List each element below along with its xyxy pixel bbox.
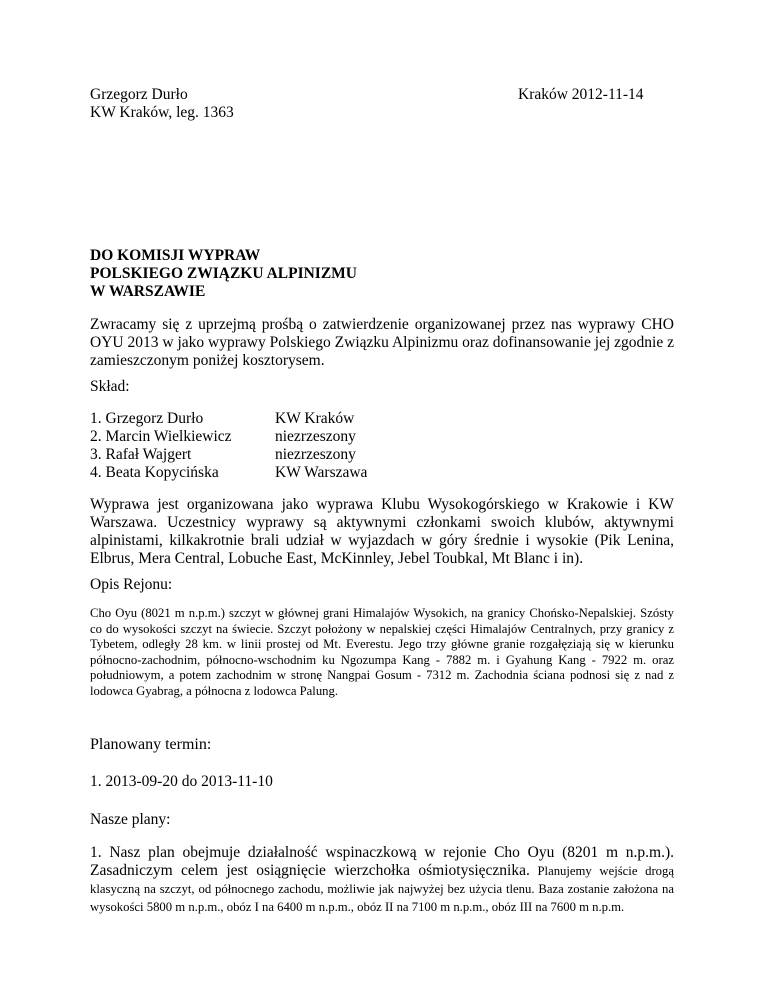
member-club: niezrzeszony xyxy=(275,446,356,463)
region-description: Cho Oyu (8021 m n.p.m.) szczyt w głównej grani Himalajów Wysokich, na granicy Chońsko-Nepalskiej. Szósty co do wysokości szczyt na świecie. Szczyt położony w nepalskiej części Himalajów Centralnych, przy granicy z Tybetem, odległy 28 km. w linii prostej od Mt. Everestu. Jego trzy główne granie rozgałęziają się w kierunku północno-zachodnim, północno-wschodnim ku Ngozumpa Kang - 7882 m. i Gyahung Kang - 7922 m. oraz południowym, a potem zachodnim w stronę Nangpai Gosum - 7312 m. Zachodnia ściana podnosi się z nad z lodowca Gyabrag, a północna z lodowca Palung. xyxy=(90,606,674,698)
author-club: KW Kraków, leg. 1363 xyxy=(90,104,234,121)
organization-paragraph: Wyprawa jest organizowana jako wyprawa Klubu Wysokogórskiego w Krakowie i KW Warszawa. Uczestnicy wyprawy są aktywnymi członkami swoich klubów, aktywnymi alpinistami, kilkakrotnie brali udział w wyjazdach w góry średnie i wysokie (Pik Lenina, Elbrus, Mera Central, Lobuche East, McKinnley, Jebel Toubkal, Mt Blanc i in). xyxy=(90,496,674,567)
intro-paragraph: Zwracamy się z uprzejmą prośbą o zatwierdzenie organizowanej przez nas wyprawy CHO OYU 2013 w jako wyprawy Polskiego Związku Alpinizmu oraz dofinansowanie jej zgodnie z zamieszczonym poniżej kosztorysem. xyxy=(90,316,674,369)
member-name: 1. Grzegorz Durło xyxy=(90,410,204,427)
term-heading: Planowany termin: xyxy=(90,736,212,753)
plans-text-main: 1. Nasz plan obejmuje działalność wspinaczkową w rejonie Cho Oyu (8201 m n.p.m.). Zasadniczym celem jest osiągnięcie wierzchołka ośmiotysięcznika. xyxy=(90,844,674,879)
region-heading: Opis Rejonu: xyxy=(90,576,173,593)
member-club: niezrzeszony xyxy=(275,428,356,445)
place-date: Kraków 2012-11-14 xyxy=(518,86,644,103)
member-name: 4. Beata Kopycińska xyxy=(90,464,219,481)
member-club: KW Warszawa xyxy=(275,464,368,481)
addressee-line-2: POLSKIEGO ZWIĄZKU ALPINIZMU xyxy=(90,265,357,282)
member-name: 3. Rafał Wajgert xyxy=(90,446,192,463)
plans-heading: Nasze plany: xyxy=(90,811,171,828)
author-name: Grzegorz Durło xyxy=(90,86,188,103)
plans-paragraph xyxy=(90,844,674,916)
member-club: KW Kraków xyxy=(275,410,355,427)
member-name: 2. Marcin Wielkiewicz xyxy=(90,428,232,445)
addressee-line-1: DO KOMISJI WYPRAW xyxy=(90,247,261,264)
members-heading: Skład: xyxy=(90,378,130,395)
addressee-line-3: W WARSZAWIE xyxy=(90,283,206,300)
term-item: 1. 2013-09-20 do 2013-11-10 xyxy=(90,773,273,790)
plans-text-details: Planujemy wejście drogą klasyczną na szczyt, od północnego zachodu, możliwie jak najwyżej bez użycia tlenu. Baza zostanie założona na wysokości 5800 m n.p.m., obóz I na 6400 m n.p.m., obóz II na 7100 m n.p.m., obóz III na 7600 m n.p.m. xyxy=(90,864,674,914)
